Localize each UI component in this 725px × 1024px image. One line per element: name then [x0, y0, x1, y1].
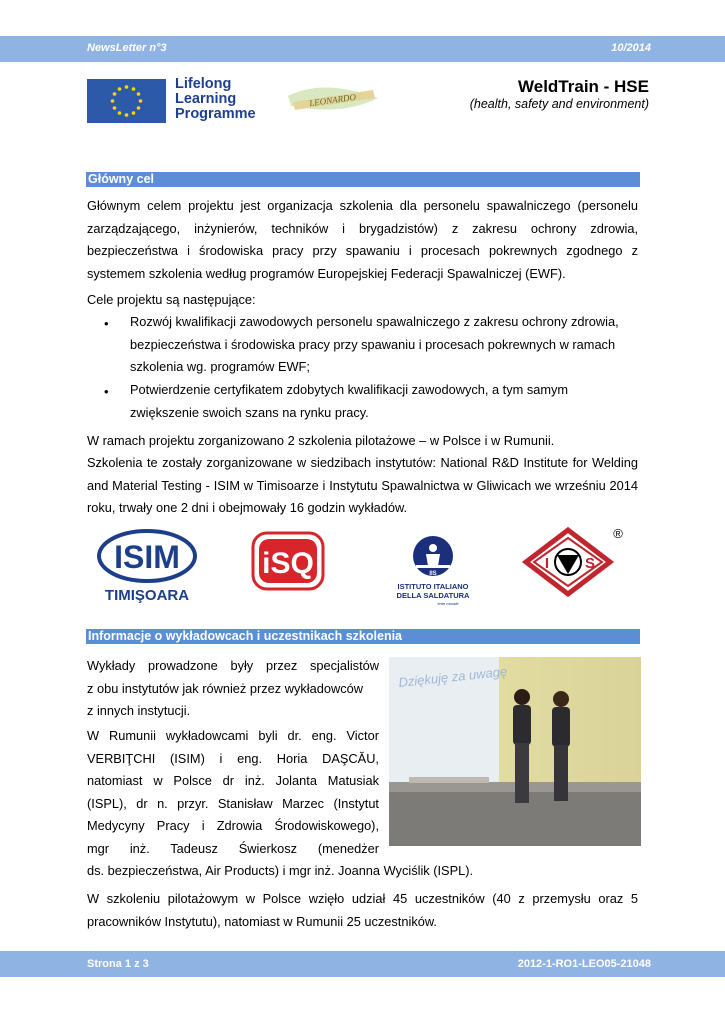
- lecturers-photo: [389, 657, 641, 846]
- goal-bullet-2: Potwierdzenie certyfikatem zdobytych kwalifikacji zawodowych, a tym samym zwiększenie swoich szans na rynku pracy.: [130, 382, 569, 420]
- pilot-trainings-line: W ramach projektu zorganizowano 2 szkolenia pilotażowe – w Polsce i w Rumunii.: [87, 433, 555, 448]
- isim-city: TIMIŞOARA: [104, 587, 190, 604]
- isim-logo: [96, 528, 198, 604]
- bullet-icon: •: [104, 384, 109, 399]
- program-line-1: Lifelong: [175, 76, 232, 92]
- header-bar: [0, 36, 725, 62]
- page-subtitle: (health, safety and environment): [469, 97, 649, 111]
- ias-logo: [518, 522, 628, 598]
- program-name: [175, 77, 256, 122]
- isq-text: iSQ: [262, 547, 314, 580]
- project-code: 2012-1-RO1-LEO05-21048: [517, 958, 651, 970]
- section-heading-lecturers: Informacje o wykładowcach i uczestnikach szkolenia: [86, 629, 640, 644]
- lecturers-names-last-line: ds. bezpieczeństwa, Air Products) i mgr inż. Joanna Wyciślik (ISPL).: [87, 863, 474, 878]
- leonardo-text: LEONARDO: [308, 91, 357, 109]
- lecturers-names-line-2: VERBIŢCHI (ISIM) i eng. Horia DAŞCĂU,: [87, 750, 379, 766]
- lecturers-intro: [87, 655, 379, 723]
- lecturers-line-3: z innych instytucji.: [87, 703, 191, 718]
- lifelong-learning-logo: [87, 77, 273, 125]
- ias-right-letter: S: [584, 555, 596, 572]
- isq-logo-graphic: [251, 531, 325, 591]
- footer-bar: [0, 951, 725, 977]
- lecturers-line-2: z obu instytutów jak również przez wykładowców: [87, 680, 363, 696]
- iis-line-2: DELLA SALDATURA: [396, 591, 470, 600]
- isim-text: ISIM: [114, 539, 180, 575]
- iis-logo-graphic: [386, 534, 480, 606]
- iis-line-1: ISTITUTO ITALIANO: [397, 582, 469, 591]
- newsletter-date: 10/2014: [611, 42, 651, 54]
- lecturers-line-1: Wykłady prowadzone były przez specjalistów: [87, 658, 379, 673]
- goal-bullet-1: Rozwój kwalifikacji zawodowych personelu spawalniczego z zakresu ochrony zdrowia, bezpieczeństwa i środowiska pracy przy spawaniu i procesach pokrewnych w ramach szkolenia wg. programów EWF;: [130, 314, 619, 374]
- section-heading-main-goal: Główny cel: [86, 172, 640, 187]
- isq-logo: [251, 531, 325, 591]
- pilot-trainings-details: Szkolenia te zostały zorganizowane w siedzibach instytutów: National R&D Institute for Welding and Material Testing - ISIM w Timisoarze i Instytutu Spawalnictwa w Gliwicach we wrześniu 2014 roku, trwały one 2 dni i obejmowały 16 godzin wykładów.: [87, 455, 638, 515]
- program-line-3: Programme: [175, 106, 256, 122]
- registered-mark: ®: [613, 526, 623, 541]
- newsletter-number: NewsLetter n°3: [87, 42, 167, 54]
- lecturers-names-line-5: Medycyny Pracy i Zdrowia Środowiskowego),: [87, 818, 379, 833]
- ias-logo-graphic: [518, 522, 628, 598]
- goals-intro: Cele projektu są następujące:: [87, 292, 256, 307]
- lecturers-names-line-4: (ISPL), dr n. przyr. Stanisław Marzec (Instytut: [87, 795, 379, 811]
- page-number: Strona 1 z 3: [87, 958, 149, 970]
- person-right: [552, 691, 570, 801]
- lecturers-names-line-6: mgr inż. Tadeusz Świerkosz (menedżer: [87, 840, 379, 856]
- ias-left-letter: I: [544, 555, 550, 572]
- photo-screen-text: Dziękuję za uwagę: [397, 663, 508, 690]
- iis-abbr: IIS: [429, 571, 437, 577]
- isim-logo-graphic: [96, 528, 198, 604]
- lecturers-names-line-3: natomiast w Polsce dr inż. Jolanta Matusiak: [87, 773, 379, 788]
- leonardo-logo: [283, 76, 383, 124]
- iis-line-3: ente morale: [437, 601, 459, 606]
- lecturers-names-line-1: W Rumunii wykładowcami byli dr. eng. Victor: [87, 728, 379, 743]
- eu-flag-icon: [87, 79, 166, 123]
- bullet-icon: •: [104, 316, 109, 331]
- lecturers-names: [87, 725, 379, 860]
- participants-paragraph: W szkoleniu pilotażowym w Polsce wzięło udział 45 uczestników (40 z przemysłu oraz 5 pracowników Instytutu), natomiast w Rumunii 25 uczestników.: [87, 891, 638, 929]
- program-line-2: Learning: [175, 91, 237, 107]
- main-goal-paragraph: Głównym celem projektu jest organizacja szkolenia dla personelu spawalniczego (personelu zarządzającego, inżynierów, techników i brygadzistów) z zakresu ochrony zdrowia, bezpieczeństwa i środowiska pracy przy spawaniu i procesach pokrewnych zgodnego z systemem szkolenia według programów Europejskiej Federacji Spawalniczej (EWF).: [87, 198, 638, 281]
- lecturers-photo-graphic: [389, 657, 641, 846]
- person-left: [513, 689, 531, 803]
- iis-logo: [386, 534, 480, 606]
- page-title: WeldTrain - HSE: [518, 77, 649, 96]
